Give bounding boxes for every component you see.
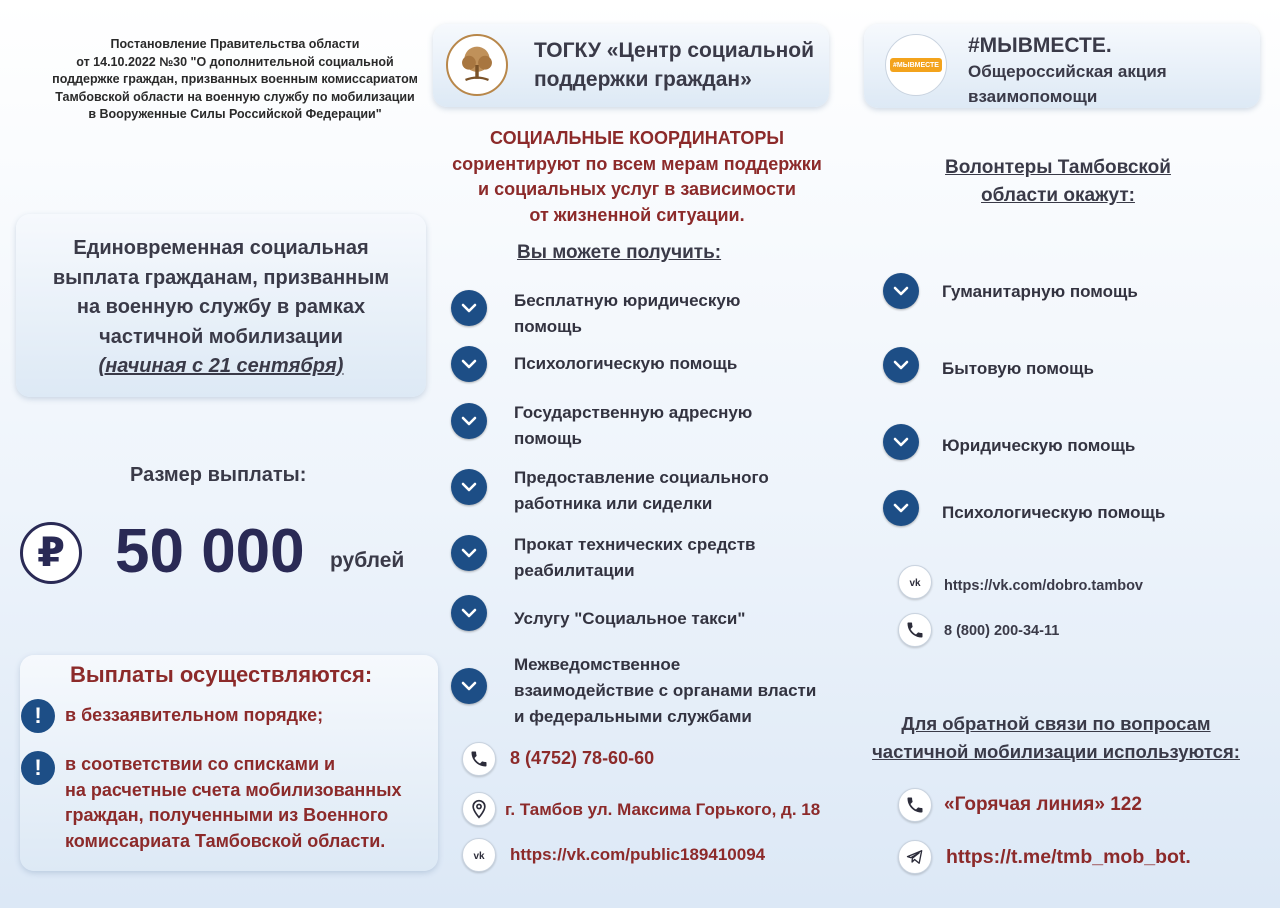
location-pin-icon [462, 792, 496, 826]
decree-line-3: поддержке граждан, призванных военным комиссариатом [52, 72, 418, 86]
payments-info-item-2-line-3: граждан, полученными из Военного [65, 805, 389, 825]
phone-icon [898, 613, 932, 647]
coordinators-text [432, 126, 842, 228]
service-item-interagency-line-2: взаимодействие с органами власти [514, 681, 817, 700]
volunteer-item-psychological: Психологическую помощь [942, 503, 1166, 522]
services-subtitle: Вы можете получить: [517, 242, 722, 263]
check-icon [451, 469, 487, 505]
payment-card-line-3: на военную службу в рамках [76, 296, 366, 318]
center-card-line-2: поддержки граждан» [534, 68, 752, 91]
check-icon [451, 668, 487, 704]
service-item-legal [514, 288, 740, 340]
service-item-interagency [514, 652, 816, 730]
service-item-rehab-rental-line-1: Прокат технических средств [514, 535, 756, 554]
feedback-hotline[interactable]: «Горячая линия» 122 [944, 794, 1142, 815]
mivmeste-logo-icon [885, 34, 947, 96]
payments-info-title: Выплаты осуществляются: [70, 662, 373, 687]
amount-label: Размер выплаты: [130, 464, 307, 486]
payments-info-item-1: в беззаявительном порядке; [65, 705, 324, 725]
decree-line-5: в Вооруженные Силы Российской Федерации" [88, 107, 382, 121]
phone-icon [462, 742, 496, 776]
service-item-rehab-rental [514, 532, 756, 584]
vk-icon [898, 565, 932, 599]
payments-info-item-2-line-4: комиссариата Тамбовской области. [65, 830, 386, 851]
feedback-title-line-2: частичной мобилизации используются: [872, 741, 1240, 762]
center-vk-link[interactable]: https://vk.com/public189410094 [510, 845, 766, 864]
decree-line-2: от 14.10.2022 №30 "О дополнительной социальной [76, 54, 394, 69]
check-icon [451, 403, 487, 439]
payment-card-line-1: Единовременная социальная [73, 237, 369, 259]
service-item-rehab-rental-line-2: реабилитации [514, 561, 635, 580]
volunteers-phone[interactable]: 8 (800) 200-34-11 [944, 623, 1060, 639]
center-address: г. Тамбов ул. Максима Горького, д. 18 [505, 800, 821, 819]
amount-value: 50 000 [115, 517, 305, 586]
service-item-state-aid [514, 400, 752, 452]
service-item-psychological: Психологическую помощь [514, 354, 738, 373]
service-item-state-aid-line-2: помощь [514, 429, 582, 448]
telegram-icon [898, 840, 932, 874]
volunteer-item-legal: Юридическую помощь [942, 436, 1136, 455]
volunteer-item-household: Бытовую помощь [942, 359, 1094, 378]
amount-unit: рублей [330, 549, 405, 572]
volunteers-title-line-2: области окажут: [981, 185, 1135, 206]
svg-text:vk: vk [473, 850, 485, 862]
service-item-social-worker-line-1: Предоставление социального [514, 468, 769, 487]
tree-logo-icon [446, 34, 508, 96]
feedback-telegram-link[interactable]: https://t.me/tmb_mob_bot. [946, 846, 1191, 868]
action-card-text [968, 33, 1167, 108]
volunteers-title-line-1: Волонтеры Тамбовской [945, 157, 1171, 178]
phone-icon [898, 788, 932, 822]
coordinators-title: СОЦИАЛЬНЫЕ КООРДИНАТОРЫ [490, 128, 784, 148]
center-phone[interactable]: 8 (4752) 78-60-60 [510, 748, 655, 768]
payment-card-date: (начиная с 21 сентября) [98, 355, 344, 377]
payments-info-item-2-line-1: в соответствии со списками и [65, 754, 336, 774]
payments-info-item-2-line-2: на расчетные счета мобилизованных [65, 779, 402, 800]
action-card-title: #МЫВМЕСТЕ. [968, 34, 1112, 57]
check-icon [883, 273, 919, 309]
coordinators-line-4: от жизненной ситуации. [529, 204, 745, 225]
center-card-title [534, 36, 814, 94]
decree-line-1: Постановление Правительства области [110, 37, 360, 51]
decree-line-4: Тамбовской области на военную службу по мобилизации [55, 89, 415, 104]
volunteer-item-humanitarian: Гуманитарную помощь [942, 282, 1138, 301]
check-icon [883, 347, 919, 383]
check-icon [883, 490, 919, 526]
check-icon [451, 346, 487, 382]
coordinators-line-2: сориентируют по всем мерам поддержки [452, 153, 822, 174]
service-item-interagency-line-1: Межведомственное [514, 655, 681, 674]
vk-icon [462, 838, 496, 872]
service-item-legal-line-1: Бесплатную юридическую [514, 291, 741, 310]
service-item-social-taxi: Услугу "Социальное такси" [514, 609, 746, 628]
exclamation-icon: ! [21, 751, 55, 785]
payments-info-item-2 [65, 752, 402, 854]
action-card-line-1: Общероссийская акция [968, 62, 1167, 81]
payment-card-line-4: частичной мобилизации [99, 325, 343, 348]
exclamation-icon: ! [21, 699, 55, 733]
check-icon [451, 535, 487, 571]
ruble-icon [20, 522, 82, 584]
service-item-state-aid-line-1: Государственную адресную [514, 403, 753, 422]
volunteers-title [910, 154, 1206, 210]
check-icon [451, 290, 487, 326]
check-icon [451, 595, 487, 631]
mivmeste-logo-text: #МЫВМЕСТЕ [890, 58, 942, 72]
decree-text [40, 36, 430, 124]
service-item-social-worker-line-2: работника или сиделки [514, 494, 713, 513]
volunteers-vk-link[interactable]: https://vk.com/dobro.tambov [944, 578, 1143, 594]
service-item-legal-line-2: помощь [514, 317, 582, 336]
payment-card-line-2: выплата гражданам, призванным [52, 266, 390, 289]
service-item-interagency-line-3: и федеральными службами [514, 707, 752, 726]
payment-card [16, 214, 426, 397]
ruble-symbol: ₽ [37, 531, 65, 575]
service-item-social-worker [514, 465, 769, 517]
action-card-line-2: взаимопомощи [968, 87, 1098, 106]
feedback-title-line-1: Для обратной связи по вопросам [901, 713, 1211, 734]
center-card-line-1: ТОГКУ «Центр социальной [534, 39, 815, 62]
svg-text:vk: vk [909, 577, 921, 589]
check-icon [883, 424, 919, 460]
feedback-title [856, 710, 1256, 766]
coordinators-line-3: и социальных услуг в зависимости [478, 179, 796, 199]
